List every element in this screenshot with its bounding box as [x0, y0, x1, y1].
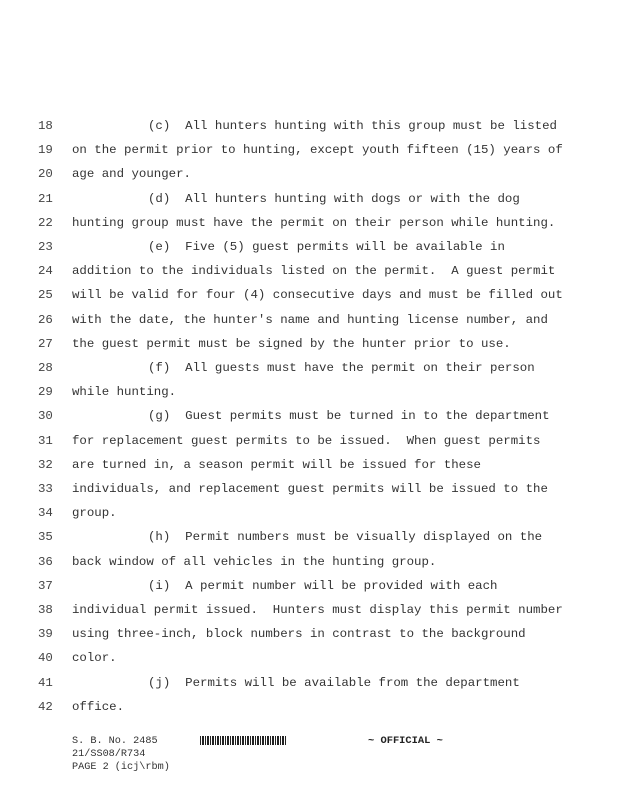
line-text: hunting group must have the permit on their person while hunting.: [72, 215, 556, 230]
line-text: will be valid for four (4) consecutive days and must be filled out: [72, 288, 563, 303]
line-text: with the date, the hunter's name and hunting license number, and: [72, 312, 548, 327]
line-number: 22: [38, 215, 53, 230]
text-line: [0, 140, 618, 160]
line-number: 33: [38, 482, 53, 496]
line-text: using three-inch, block numbers in contrast to the background: [72, 627, 526, 642]
text-line: [0, 479, 618, 499]
line-text: back window of all vehicles in the hunting group.: [72, 554, 437, 569]
line-number: 35: [38, 530, 53, 545]
line-number: 20: [38, 167, 53, 182]
line-number: 39: [38, 627, 53, 642]
text-line: [0, 358, 618, 378]
line-number: 31: [38, 433, 53, 448]
text-line: [0, 576, 618, 596]
line-number: 18: [38, 119, 53, 133]
text-line: [0, 503, 618, 523]
line-text: (e) Five (5) guest permits will be available in: [148, 240, 505, 254]
line-number: 28: [38, 361, 53, 375]
line-text: addition to the individuals listed on the permit. A guest permit: [72, 264, 556, 279]
text-line: [0, 189, 618, 209]
page-label: PAGE 2 (icj\rbm): [72, 762, 170, 773]
bill-number: S. B. No. 2485: [72, 736, 158, 747]
text-line: [0, 237, 618, 257]
line-text: for replacement guest permits to be issued. When guest permits: [72, 433, 541, 448]
document-code: 21/SS08/R734: [72, 749, 146, 760]
text-line: [0, 382, 618, 402]
line-number: 34: [38, 506, 53, 521]
official-stamp: ~ OFFICIAL ~: [368, 735, 443, 747]
line-text: while hunting.: [72, 385, 177, 400]
line-text: (c) All hunters hunting with this group must be listed: [148, 119, 557, 133]
line-number: 29: [38, 385, 53, 400]
line-number: 23: [38, 240, 53, 254]
line-number: 38: [38, 603, 53, 617]
text-line: [0, 213, 618, 233]
line-text: group.: [72, 506, 117, 521]
line-number: 41: [38, 675, 53, 690]
line-number: 37: [38, 578, 53, 593]
line-text: color.: [72, 651, 117, 666]
line-text: (j) Permits will be available from the department: [148, 675, 520, 690]
line-number: 24: [38, 264, 53, 279]
text-line: [0, 600, 618, 620]
line-text: office.: [72, 699, 125, 714]
line-number: 19: [38, 143, 53, 158]
text-line: [0, 334, 618, 354]
line-number: 40: [38, 651, 53, 666]
line-text: (h) Permit numbers must be visually displayed on the: [148, 530, 543, 545]
line-text: individuals, and replacement guest permits will be issued to the: [72, 482, 548, 496]
line-number: 30: [38, 409, 53, 424]
line-number: 36: [38, 554, 53, 569]
text-line: [0, 431, 618, 451]
text-line: [0, 552, 618, 572]
text-line: [0, 285, 618, 305]
text-line: [0, 406, 618, 426]
line-text: age and younger.: [72, 167, 191, 182]
line-text: individual permit issued. Hunters must display this permit number: [72, 603, 563, 617]
line-text: (d) All hunters hunting with dogs or with the dog: [148, 191, 520, 206]
line-number: 25: [38, 288, 53, 303]
line-number: 32: [38, 457, 53, 472]
line-number: 27: [38, 336, 53, 351]
line-number: 21: [38, 191, 53, 206]
text-line: [0, 164, 618, 184]
text-line: [0, 648, 618, 668]
line-text: on the permit prior to hunting, except youth fifteen (15) years of: [72, 143, 563, 158]
text-line: [0, 261, 618, 281]
text-line: [0, 455, 618, 475]
line-text: are turned in, a season permit will be issued for these: [72, 457, 481, 472]
text-line: [0, 697, 618, 717]
barcode-icon: [200, 736, 286, 745]
text-line: [0, 116, 618, 136]
text-line: [0, 527, 618, 547]
line-text: the guest permit must be signed by the hunter prior to use.: [72, 336, 511, 351]
line-number: 42: [38, 699, 53, 714]
line-text: (g) Guest permits must be turned in to the department: [148, 409, 550, 424]
line-text: (f) All guests must have the permit on their person: [148, 361, 535, 375]
text-line: [0, 310, 618, 330]
text-line: [0, 673, 618, 693]
line-text: (i) A permit number will be provided with each: [148, 578, 498, 593]
line-number: 26: [38, 312, 53, 327]
text-line: [0, 624, 618, 644]
